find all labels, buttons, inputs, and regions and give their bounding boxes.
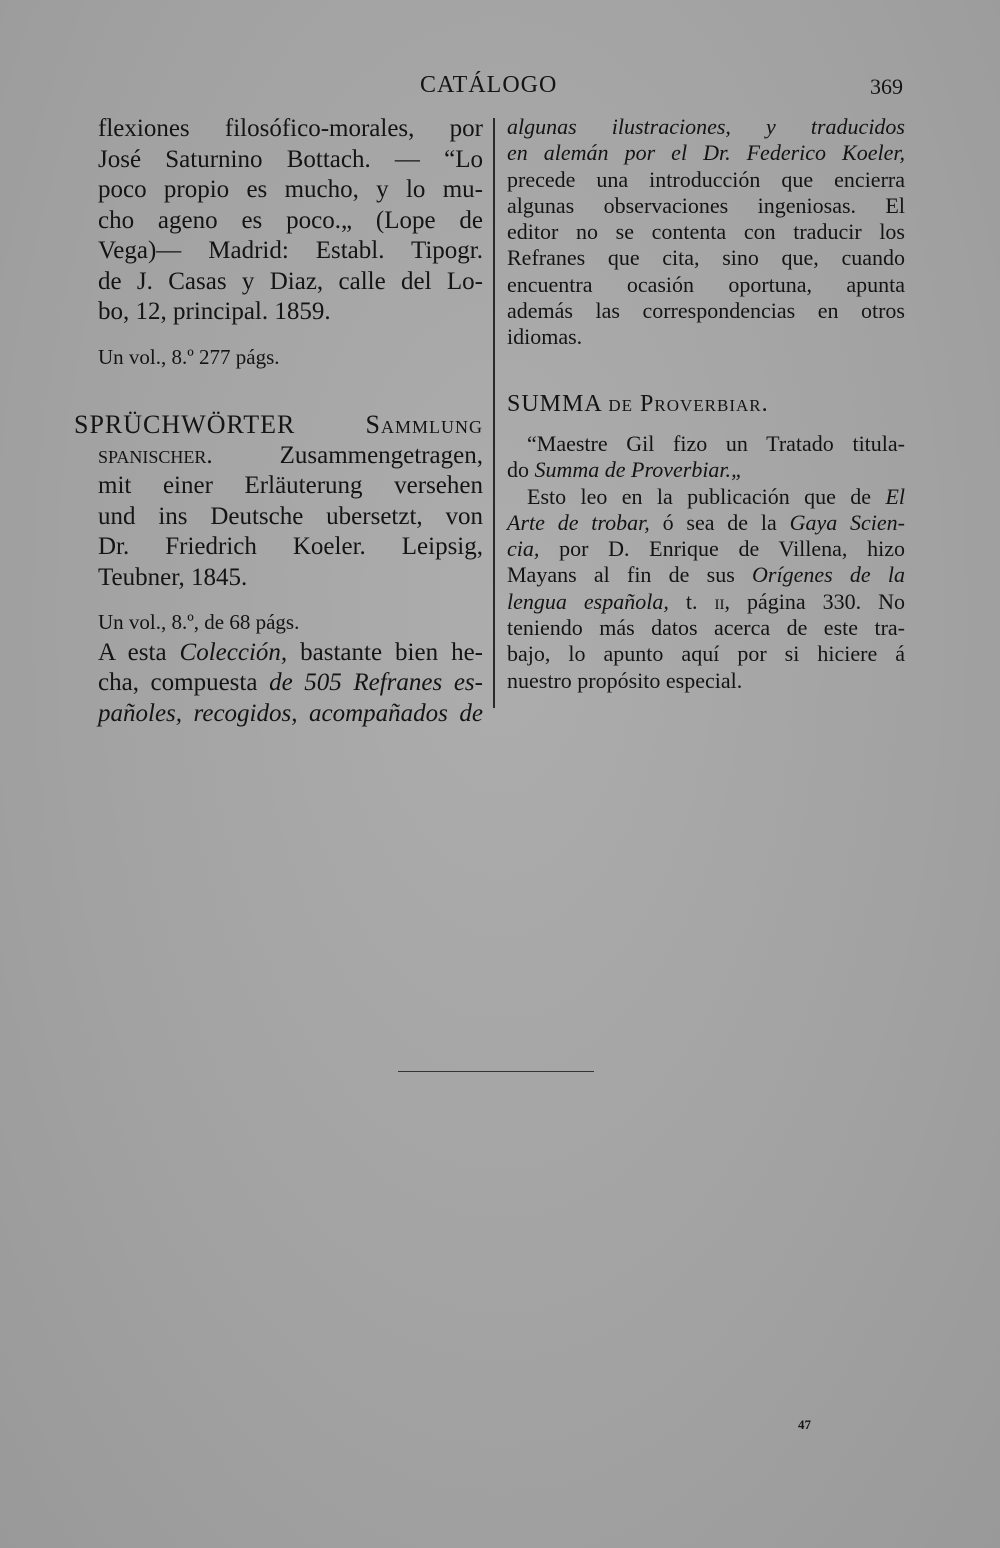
text-line: teniendo más datos acerca de este tra- <box>507 615 905 641</box>
text-line: José Saturnino Bottach. — “Lo <box>98 145 483 173</box>
entry-title: SUMMA <box>507 390 602 417</box>
text-fragment: por D. Enrique de Villena, hizo <box>539 536 905 562</box>
text-line: bajo, lo apunto aquí por si hiciere á <box>507 641 905 667</box>
text-line: idiomas. <box>507 324 583 350</box>
text-line: de J. Casas y Diaz, calle del Lo- <box>98 267 483 295</box>
text-line <box>98 441 483 472</box>
italic-fragment: de 505 Refranes es- <box>269 669 483 696</box>
italic-fragment: El <box>885 483 905 509</box>
left-column <box>74 114 483 729</box>
text-line <box>507 589 905 615</box>
text-line: Teubner, 1845. <box>98 563 248 591</box>
text-fragment: , página 330. No <box>724 588 905 614</box>
entry-bottach <box>98 114 483 372</box>
text-fragment: ii <box>714 588 725 614</box>
text-line <box>98 668 483 699</box>
italic-fragment: Arte de trobar, <box>507 509 650 535</box>
text-line: además las correspondencias en otros <box>507 298 905 324</box>
text-line: algunas observaciones ingeniosas. El <box>507 192 905 218</box>
text-line: pañoles, recogidos, acompañados de <box>98 699 483 727</box>
text-line <box>507 562 905 588</box>
text-line: nuestro propósito especial. <box>507 667 743 693</box>
text-line: precede una introducción que encierra <box>507 166 905 192</box>
text-fragment: bastante bien he- <box>287 638 483 666</box>
text-line: en alemán por el Dr. Federico Koeler, <box>507 140 905 166</box>
right-column <box>507 114 905 694</box>
text-line: poco propio es mucho, y lo mu- <box>98 176 483 203</box>
text-fragment: Mayans al fin de sus <box>507 562 753 588</box>
italic-fragment: Colección, <box>179 638 288 666</box>
text-line <box>507 536 905 562</box>
text-line: bo, 12, principal. 1859. <box>98 298 331 325</box>
italic-fragment: Summa de Proverbiar.„ <box>534 457 744 483</box>
entry-heading <box>74 410 483 441</box>
text-line: und ins Deutsche ubersetzt, von <box>98 502 483 530</box>
text-line: “Maestre Gil fizo un Tratado titula- <box>527 430 905 456</box>
entry-subtitle: Sammlung <box>365 410 483 439</box>
text-line: algunas ilustraciones, y traducidos <box>507 114 905 139</box>
text-line: Vega)— Madrid: Establ. Tipogr. <box>98 237 483 264</box>
italic-fragment: Orígenes de la <box>752 562 906 588</box>
entry-title: SPRÜCHWÖRTER <box>74 410 296 439</box>
text-line <box>98 638 483 669</box>
text-line: Dr. Friedrich Koeler. Leipsig, <box>98 533 483 560</box>
text-fragment: cha, compuesta <box>98 669 270 696</box>
text-fragment: do <box>507 457 535 483</box>
text-line: cho ageno es poco.„ (Lope de <box>98 206 483 234</box>
italic-fragment: cia, <box>507 536 540 562</box>
signature-mark: 47 <box>798 1417 811 1432</box>
entry-subtitle-cont: spanischer. <box>98 441 213 469</box>
text-fragment: Esto leo en la publicación que de <box>527 483 886 509</box>
text-line <box>507 457 905 483</box>
entry-subtitle: de Proverbiar. <box>608 390 769 417</box>
page-number: 369 <box>870 74 903 99</box>
volume-note: Un vol., 8.º 277 págs. <box>98 344 280 369</box>
volume-note: Un vol., 8.º, de 68 págs. <box>98 610 300 634</box>
text-line <box>527 484 905 510</box>
text-line: editor no se contenta con traducir los <box>507 219 905 245</box>
italic-fragment: lengua española, <box>507 588 669 614</box>
text-fragment: ó sea de la <box>649 509 790 535</box>
text-fragment: t. <box>668 588 715 614</box>
running-head: CATÁLOGO <box>420 72 558 98</box>
italic-fragment: Gaya Scien- <box>789 509 906 535</box>
text-line: flexiones filosófico-morales, por <box>98 115 483 142</box>
text-fragment: A esta <box>98 638 180 666</box>
text-line: Refranes que cita, sino que, cuando <box>507 245 905 271</box>
text-fragment: Zusammengetragen, <box>279 441 483 469</box>
column-divider <box>493 118 495 708</box>
text-line: mit einer Erläuterung versehen <box>98 472 483 499</box>
entry-heading <box>507 391 905 417</box>
text-line: encuentra ocasión oportuna, apunta <box>507 271 905 297</box>
end-rule <box>398 1071 594 1072</box>
text-line <box>507 510 905 536</box>
entry-spruchworter <box>74 410 483 729</box>
